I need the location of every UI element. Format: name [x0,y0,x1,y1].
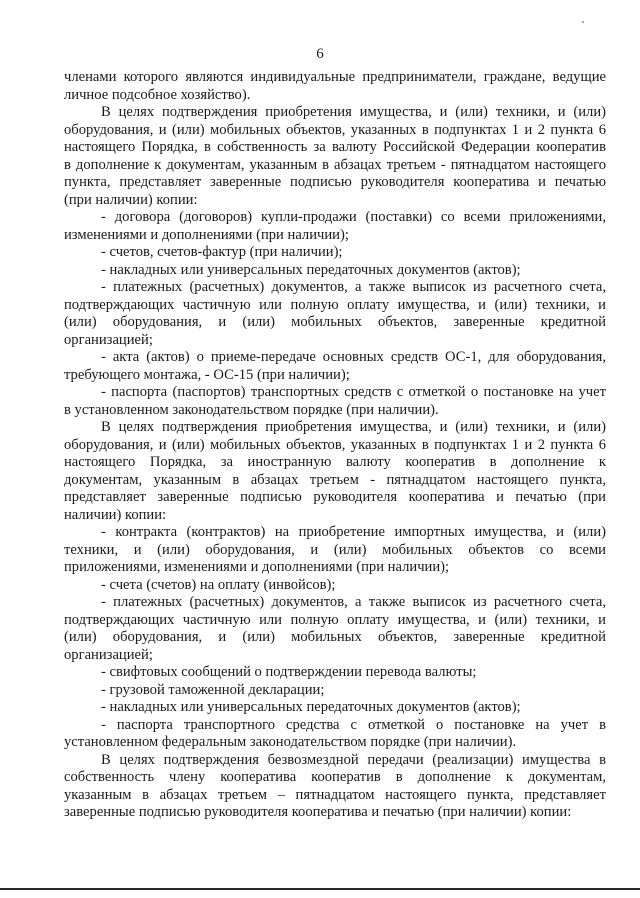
text-line: настоящего Порядка, за иностранную валюту кооператив в дополнение к [64,454,606,470]
text-line: приложениями, изменениями и дополнениями (при наличии); [64,559,450,575]
text-line: - договора (договоров) купли-продажи (поставки) со всеми приложениями, [101,209,606,225]
text-line: В целях подтверждения безвозмездной передачи (реализации) имущества в [101,751,606,768]
text-line: - паспорта транспортного средства с отметкой о постановке на учет в [101,716,606,733]
text-line: - свифтовых сообщений о подтверждении перевода валюты; [101,664,477,680]
text-line: членами которого являются индивидуальные предприниматели, граждане, ведущие [64,69,606,85]
text-line: настоящего Порядка, в собственность за валюту Российской Федерации кооператив [64,139,606,155]
text-line: указанным в абзацах третьем – пятнадцатом настоящего пункта, представляет [64,786,606,803]
text-line: подтверждающих частичную или полную оплату имущества, и (или) техники, и [64,296,606,313]
text-line: заверенные подписью руководителя кооператива и печатью (при наличии) копии: [64,804,572,820]
text-line: - грузовой таможенной декларации; [101,681,325,698]
page-number: 6 [316,46,324,62]
text-line: изменениями и дополнениями (при наличии); [64,226,349,243]
text-line: - накладных или универсальных передаточных документов (актов); [101,261,521,278]
document-body [64,69,606,822]
text-line: В целях подтверждения приобретения имущества, и (или) техники, и (или) [101,104,606,120]
text-line: требующего монтажа, - ОС-15 (при наличии); [64,366,350,383]
text-line: - накладных или универсальных передаточных документов (актов); [101,699,521,715]
text-line: собственность члену кооператива кооператив в дополнение к документам, [64,769,606,785]
text-line: оборудования, и (или) мобильных объектов, указанных в подпунктах 1 и 2 пункта 6 [64,121,606,138]
text-line: пункта, представляет заверенные подписью руководителя кооператива и печатью [64,174,606,190]
text-line: (при наличии) копии: [64,191,198,208]
scan-speck [582,21,584,23]
text-line: (или) оборудования, и (или) мобильных объектов, заверенные кредитной [64,629,606,645]
text-line: - контракта (контрактов) на приобретение импортных имущества, и (или) [101,524,606,540]
text-line: - паспорта (паспортов) транспортных средств с отметкой о постановке на учет [101,384,606,400]
text-line: установленном федеральным законодательством порядке (при наличии). [64,734,517,750]
text-line: организацией; [64,331,153,348]
text-line: - счета (счетов) на оплату (инвойсов); [101,576,336,593]
text-line: - акта (актов) о приеме-передаче основных средств ОС-1, для оборудования, [101,349,606,365]
text-line: (или) оборудования, и (или) мобильных объектов, заверенные кредитной [64,314,606,330]
text-line: наличии) копии: [64,506,167,523]
text-line: - счетов, счетов-фактур (при наличии); [101,244,343,260]
text-line: в установленном законодательством порядке (при наличии). [64,401,439,418]
text-line: личное подсобное хозяйство). [64,86,251,103]
text-line: - платежных (расчетных) документов, а также выписок из расчетного счета, [101,279,606,295]
text-line: документам, указанным в абзацах третьем - пятнадцатом настоящего пункта, [64,471,606,488]
text-line: подтверждающих частичную или полную оплату имущества, и (или) техники, и [64,611,606,628]
text-line: в дополнение к документам, указанным в абзацах третьем - пятнадцатом настоящего [64,156,606,173]
text-line: техники, и (или) оборудования, и (или) мобильных объектов со всеми [64,541,606,558]
bottom-rule [0,888,640,890]
text-line: оборудования, и (или) мобильных объектов, указанных в подпунктах 1 и 2 пункта 6 [64,436,606,453]
text-line: организацией; [64,646,153,663]
text-line: - платежных (расчетных) документов, а также выписок из расчетного счета, [101,594,606,610]
text-line: В целях подтверждения приобретения имущества, и (или) техники, и (или) [101,419,606,435]
text-line: представляет заверенные подписью руководителя кооператива и печатью (при [64,489,606,505]
